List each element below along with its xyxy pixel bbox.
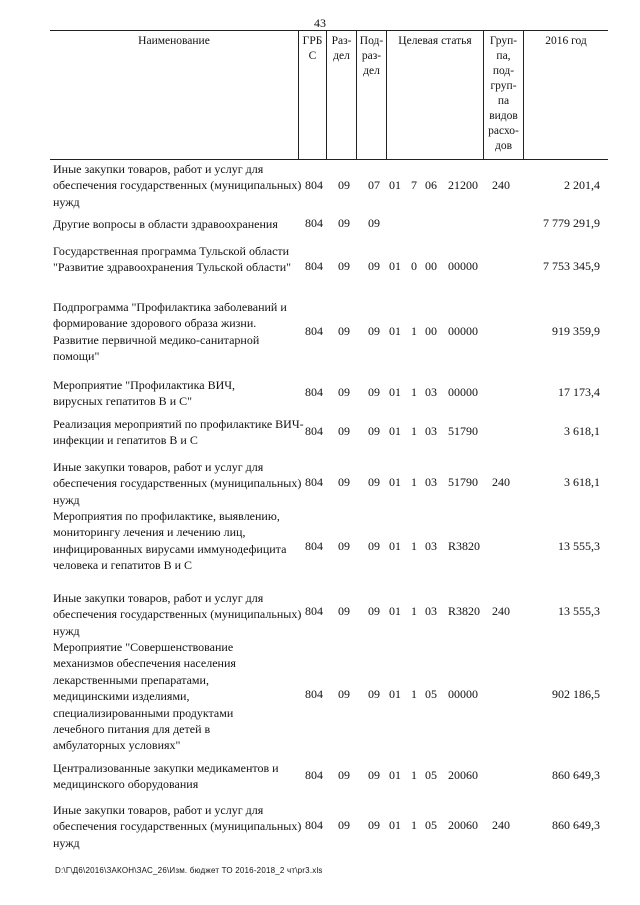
row-amount: 902 186,5 [552, 687, 600, 701]
header-razdel: Раз- дел [331, 35, 352, 63]
row-razdel: 09 [338, 324, 350, 338]
row-subprogram: 1 [411, 768, 417, 782]
row-razdel: 09 [338, 178, 350, 192]
row-subprogram: 1 [411, 687, 417, 701]
row-event: 03 [425, 385, 437, 399]
row-direction: 51790 [448, 475, 478, 489]
row-grbs: 804 [305, 324, 323, 338]
row-event: 06 [425, 178, 437, 192]
header-year: 2016 год [545, 35, 587, 47]
row-program: 01 [389, 604, 401, 618]
row-program: 01 [389, 475, 401, 489]
row-subprogram: 1 [411, 324, 417, 338]
row-grbs: 804 [305, 687, 323, 701]
row-subprogram: 0 [411, 259, 417, 273]
row-podrazdel: 09 [368, 604, 380, 618]
row-event: 03 [425, 604, 437, 618]
header-name: Наименование [138, 35, 210, 47]
row-subprogram: 1 [411, 424, 417, 438]
row-name: Централизованные закупки медикаментов и медицинского оборудования [53, 761, 279, 792]
row-podrazdel: 09 [368, 324, 380, 338]
row-subprogram: 1 [411, 475, 417, 489]
row-razdel: 09 [338, 539, 350, 553]
row-grbs: 804 [305, 539, 323, 553]
row-group: 240 [492, 604, 510, 618]
row-program: 01 [389, 385, 401, 399]
row-event: 03 [425, 539, 437, 553]
row-razdel: 09 [338, 424, 350, 438]
row-subprogram: 1 [411, 385, 417, 399]
table-header [50, 30, 608, 160]
row-razdel: 09 [338, 604, 350, 618]
row-amount: 13 555,3 [558, 539, 600, 553]
row-grbs: 804 [305, 385, 323, 399]
row-podrazdel: 09 [368, 768, 380, 782]
row-razdel: 09 [338, 216, 350, 230]
header-podrazdel: Под- раз- дел [359, 35, 384, 78]
row-podrazdel: 09 [368, 687, 380, 701]
row-grbs: 804 [305, 216, 323, 230]
row-amount: 2 201,4 [564, 178, 600, 192]
row-amount: 7 753 345,9 [543, 259, 600, 273]
row-amount: 13 555,3 [558, 604, 600, 618]
row-event: 00 [425, 324, 437, 338]
row-podrazdel: 07 [368, 178, 380, 192]
row-razdel: 09 [338, 687, 350, 701]
row-subprogram: 1 [411, 604, 417, 618]
row-group: 240 [492, 475, 510, 489]
row-grbs: 804 [305, 768, 323, 782]
row-grbs: 804 [305, 424, 323, 438]
row-podrazdel: 09 [368, 385, 380, 399]
row-subprogram: 7 [411, 178, 417, 192]
row-grbs: 804 [305, 178, 323, 192]
row-razdel: 09 [338, 385, 350, 399]
row-group: 240 [492, 178, 510, 192]
row-name: Иные закупки товаров, работ и услуг для обеспечения государственных (муниципальных) нужд [53, 460, 302, 507]
row-event: 05 [425, 768, 437, 782]
row-razdel: 09 [338, 818, 350, 832]
row-subprogram: 1 [411, 818, 417, 832]
header-group: Груп- па, под- груп- па видов расхо- дов [488, 35, 519, 152]
row-direction: 00000 [448, 385, 478, 399]
row-program: 01 [389, 818, 401, 832]
row-grbs: 804 [305, 818, 323, 832]
row-name: Другие вопросы в области здравоохранения [53, 217, 278, 231]
row-amount: 17 173,4 [558, 385, 600, 399]
row-podrazdel: 09 [368, 818, 380, 832]
row-direction: R3820 [448, 604, 481, 618]
row-event: 03 [425, 424, 437, 438]
row-podrazdel: 09 [368, 424, 380, 438]
row-amount: 860 649,3 [552, 768, 600, 782]
file-path-footer: D:\Г\Д6\2016\ЗАКОН\ЗАС_26\Изм. бюджет ТО 2016-2018_2 чт\pr3.xls [55, 866, 323, 875]
row-direction: 51790 [448, 424, 478, 438]
row-name: Иные закупки товаров, работ и услуг для обеспечения государственных (муниципальных) нужд [53, 803, 302, 850]
row-podrazdel: 09 [368, 216, 380, 230]
row-event: 05 [425, 687, 437, 701]
row-direction: 20060 [448, 818, 478, 832]
page-number: 43 [314, 16, 326, 30]
row-direction: R3820 [448, 539, 481, 553]
row-grbs: 804 [305, 604, 323, 618]
row-name: Реализация мероприятий по профилактике ВИЧ-инфекции и гепатитов В и С [53, 417, 304, 448]
row-name: Мероприятия по профилактике, выявлению, мониторингу лечения и лечению лиц, инфицированных вирусами иммунодефицита человека и гепатитов В и С [53, 509, 287, 573]
row-direction: 21200 [448, 178, 478, 192]
row-amount: 860 649,3 [552, 818, 600, 832]
row-program: 01 [389, 178, 401, 192]
row-grbs: 804 [305, 259, 323, 273]
row-program: 01 [389, 539, 401, 553]
row-group: 240 [492, 818, 510, 832]
row-program: 01 [389, 687, 401, 701]
row-razdel: 09 [338, 259, 350, 273]
row-amount: 3 618,1 [564, 424, 600, 438]
row-program: 01 [389, 768, 401, 782]
row-name: Иные закупки товаров, работ и услуг для обеспечения государственных (муниципальных) нужд [53, 162, 302, 209]
row-podrazdel: 09 [368, 539, 380, 553]
row-razdel: 09 [338, 768, 350, 782]
row-direction: 20060 [448, 768, 478, 782]
row-program: 01 [389, 424, 401, 438]
header-grbs: ГРБ С [302, 35, 323, 63]
row-name: Иные закупки товаров, работ и услуг для обеспечения государственных (муниципальных) нужд [53, 591, 302, 638]
row-amount: 919 359,9 [552, 324, 600, 338]
row-name: Мероприятие "Профилактика ВИЧ, вирусных гепатитов В и С" [53, 378, 236, 409]
row-amount: 3 618,1 [564, 475, 600, 489]
row-podrazdel: 09 [368, 475, 380, 489]
row-grbs: 804 [305, 475, 323, 489]
row-subprogram: 1 [411, 539, 417, 553]
row-direction: 00000 [448, 687, 478, 701]
row-event: 03 [425, 475, 437, 489]
row-event: 05 [425, 818, 437, 832]
row-direction: 00000 [448, 324, 478, 338]
row-event: 00 [425, 259, 437, 273]
row-razdel: 09 [338, 475, 350, 489]
row-name: Подпрограмма "Профилактика заболеваний и формирование здорового образа жизни. Развитие первичной медико-санитарной помощи" [53, 300, 287, 364]
row-direction: 00000 [448, 259, 478, 273]
header-target: Целевая статья [398, 35, 472, 47]
row-amount: 7 779 291,9 [543, 216, 600, 230]
row-name: Государственная программа Тульской области "Развитие здравоохранения Тульской области" [53, 244, 292, 275]
row-program: 01 [389, 259, 401, 273]
row-program: 01 [389, 324, 401, 338]
row-name: Мероприятие "Совершенствование механизмов обеспечения населения лекарственными препаратами, медицинскими изделиями, специализированными продуктами лечебного питания для детей в амбулаторных условиях" [53, 640, 236, 753]
row-podrazdel: 09 [368, 259, 380, 273]
